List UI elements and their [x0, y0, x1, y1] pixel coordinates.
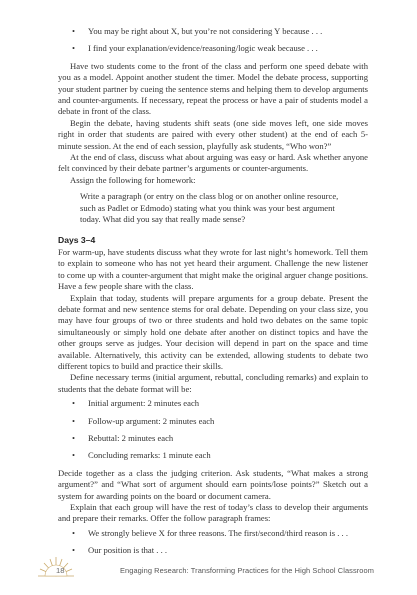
bullet-icon: •: [72, 527, 76, 538]
list-item-text: Follow-up argument: 2 minutes each: [88, 415, 215, 426]
page-number: 18: [56, 566, 65, 575]
bullet-icon: •: [72, 433, 76, 443]
bullet-icon: •: [72, 450, 76, 461]
list-item-text: We strongly believe X for three reasons. The first/second/third reason is . . .: [88, 527, 348, 538]
list-item: [72, 398, 368, 409]
bullet-icon: •: [72, 398, 76, 409]
list-item-text: Our position is that . . .: [88, 545, 168, 556]
page-body: [58, 26, 368, 563]
paragraph: Have two students come to the front of the class and perform one speed debate with you as a model. Appoint another student the timer. Model the debate process, supporting your student partner by cueing the sentence stems and helping them to develop arguments and counter-arguments. If necessary, repeat the process or have a pair of students model a debate in front of the class.: [58, 60, 368, 117]
list-item: [72, 433, 368, 444]
list-item-text: Initial argument: 2 minutes each: [88, 398, 200, 409]
homework-quote: Write a paragraph (or entry on the class blog or on another online resource, such as Padlet or Edmodo) stating what you think was your best argument today. What did you say that really made sense?: [80, 191, 339, 225]
bullet-icon: •: [72, 415, 76, 426]
list-item-text: You may be right about X, but you’re not considering Y because . . .: [88, 26, 323, 36]
list-item: [72, 545, 368, 556]
paragraph: Decide together as a class the judging criterion. Ask students, “What makes a strong argument?” and “What sort of argument should earn points/lose points?” Sketch out a system for awarding points on the board or document camera.: [58, 467, 368, 501]
list-item-text: Rebuttal: 2 minutes each: [88, 433, 174, 443]
paragraph: Define necessary terms (initial argument, rebuttal, concluding remarks) and explain to students that the debate format will be:: [58, 372, 368, 394]
list-item: [72, 43, 368, 54]
list-item: [72, 450, 368, 461]
paragraph: Begin the debate, having students shift seats (one side moves left, one side moves right in order that students are paired with every other student) at the end of each 5-minute session. At the end of each session, playfully ask students, “Who won?”: [58, 117, 368, 151]
bullet-icon: •: [72, 43, 76, 54]
paragraph: For warm-up, have students discuss what they wrote for last night’s homework. Tell them to explain to someone who has not yet heard their argument. Challenge the new listener to come up with a counter-argument that might make the original arguer change positions. Have a few people share with the class.: [58, 246, 368, 292]
section-heading: Days 3–4: [58, 234, 96, 245]
page-footer: [36, 562, 396, 578]
paragraph: Assign the following for homework:: [70, 174, 196, 185]
running-footer-title: Engaging Research: Transforming Practices for the High School Classroom: [120, 566, 374, 575]
paragraph: Explain that today, students will prepare arguments for a group debate. Present the debate format and new sentence stems for oral debate. Depending on your class size, you may have four groups of two or three students and hold two debates on the same topic simultaneously or simply hold one debate after another on distinct topics and have the other groups serve as judges. Your decision will depend in part on the space and time available. Alternatively, this activity can be extended, allowing students to debate two different topics to build and practice their skills.: [58, 292, 368, 371]
list-item-text: Concluding remarks: 1 minute each: [88, 450, 211, 461]
bullet-icon: •: [72, 26, 76, 36]
paragraph: Explain that each group will have the rest of today’s class to develop their arguments and prepare their remarks. Offer the follow paragraph frames:: [58, 502, 368, 524]
list-item: [72, 528, 368, 539]
list-item: [72, 26, 368, 37]
list-item: [72, 416, 368, 427]
list-item-text: I find your explanation/evidence/reasoning/logic weak because . . .: [88, 43, 318, 54]
paragraph: At the end of class, discuss what about arguing was easy or hard. Ask whether anyone felt convinced by their debate partner’s arguments or counter-arguments.: [58, 152, 368, 174]
bullet-icon: •: [72, 545, 76, 556]
